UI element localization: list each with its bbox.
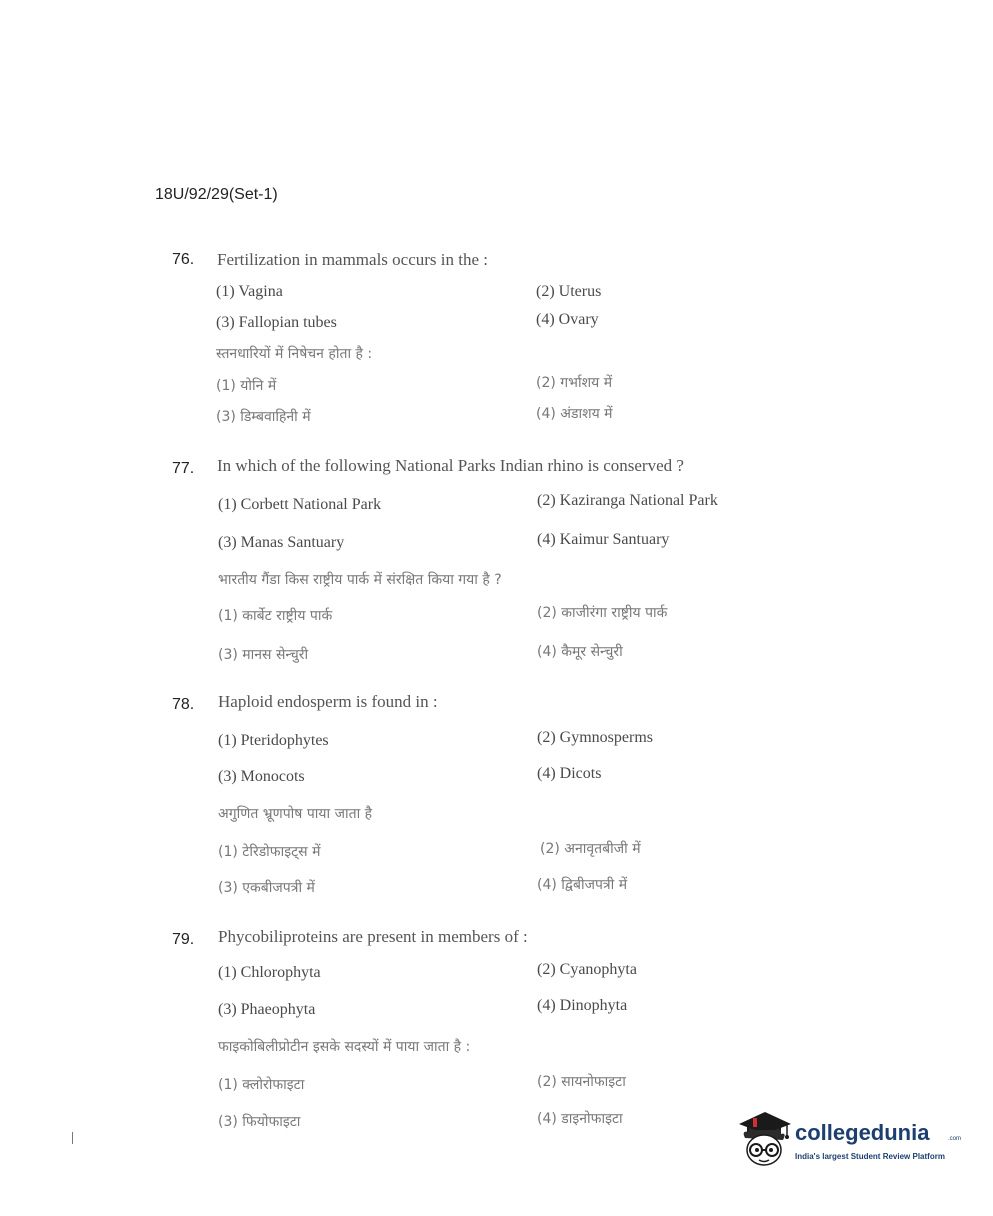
- hindi-option-3: (3) फियोफाइटा: [218, 1114, 301, 1130]
- hindi-question-text: अगुणित भ्रूणपोष पाया जाता है: [218, 806, 373, 822]
- logo-tagline: India's largest Student Review Platform: [795, 1152, 945, 1161]
- option-3: (3) Fallopian tubes: [216, 314, 337, 331]
- question-text: In which of the following National Parks Indian rhino is conserved ?: [217, 456, 684, 475]
- question-number: 76.: [172, 251, 195, 268]
- hindi-option-4: (4) कैमूर सेन्चुरी: [537, 644, 623, 660]
- question-text: Fertilization in mammals occurs in the :: [217, 250, 488, 269]
- option-2: (2) Gymnosperms: [537, 729, 653, 746]
- collegedunia-logo[interactable]: [735, 1108, 960, 1174]
- logo-dotcom: .com: [948, 1136, 962, 1142]
- option-4: (4) Dicots: [537, 765, 602, 782]
- hindi-option-3: (3) मानस सेन्चुरी: [218, 647, 309, 663]
- option-1: (1) Chlorophyta: [218, 964, 321, 981]
- hindi-option-2: (2) सायनोफाइटा: [537, 1074, 626, 1090]
- question-text: Haploid endosperm is found in :: [218, 692, 438, 711]
- hindi-option-2: (2) गर्भाशय में: [536, 375, 613, 391]
- hindi-option-1: (1) टेरिडोफाइट्स में: [218, 844, 321, 860]
- question-number: 78.: [172, 696, 195, 713]
- option-1: (1) Vagina: [216, 283, 283, 300]
- option-3: (3) Phaeophyta: [218, 1001, 316, 1018]
- option-3: (3) Manas Santuary: [218, 534, 345, 551]
- hindi-option-1: (1) क्लोरोफाइटा: [218, 1077, 305, 1093]
- option-1: (1) Corbett National Park: [218, 496, 382, 513]
- option-4: (4) Dinophyta: [537, 997, 628, 1014]
- question-text: Phycobiliproteins are present in members of :: [218, 927, 528, 946]
- hindi-option-1: (1) कार्बेट राष्ट्रीय पार्क: [218, 608, 333, 624]
- margin-mark: [72, 1132, 73, 1144]
- option-2: (2) Kaziranga National Park: [537, 492, 718, 509]
- hindi-option-3: (3) डिम्बवाहिनी में: [216, 409, 311, 425]
- paper-code: 18U/92/29(Set-1): [155, 186, 278, 203]
- option-4: (4) Ovary: [536, 311, 599, 328]
- option-4: (4) Kaimur Santuary: [537, 531, 670, 548]
- question-number: 77.: [172, 460, 195, 477]
- hindi-option-4: (4) द्विबीजपत्री में: [537, 877, 628, 893]
- mascot-icon: [735, 1108, 793, 1174]
- hindi-option-2: (2) अनावृतबीजी में: [540, 841, 641, 857]
- logo-wordmark: collegedunia: [795, 1120, 930, 1145]
- hindi-question-text: भारतीय गैंडा किस राष्ट्रीय पार्क में संरक्षित किया गया है ?: [218, 572, 502, 588]
- option-1: (1) Pteridophytes: [218, 732, 329, 749]
- option-3: (3) Monocots: [218, 768, 305, 785]
- option-2: (2) Cyanophyta: [537, 961, 637, 978]
- question-number: 79.: [172, 931, 195, 948]
- hindi-question-text: स्तनधारियों में निषेचन होता है :: [216, 346, 373, 362]
- hindi-option-4: (4) अंडाशय में: [536, 406, 613, 422]
- hindi-option-1: (1) योनि में: [216, 378, 277, 394]
- option-2: (2) Uterus: [536, 283, 602, 300]
- hindi-option-4: (4) डाइनोफाइटा: [537, 1111, 623, 1127]
- hindi-option-3: (3) एकबीजपत्री में: [218, 880, 315, 896]
- hindi-option-2: (2) काजीरंगा राष्ट्रीय पार्क: [537, 605, 668, 621]
- hindi-question-text: फाइकोबिलीप्रोटीन इसके सदस्यों में पाया जाता है :: [218, 1039, 471, 1055]
